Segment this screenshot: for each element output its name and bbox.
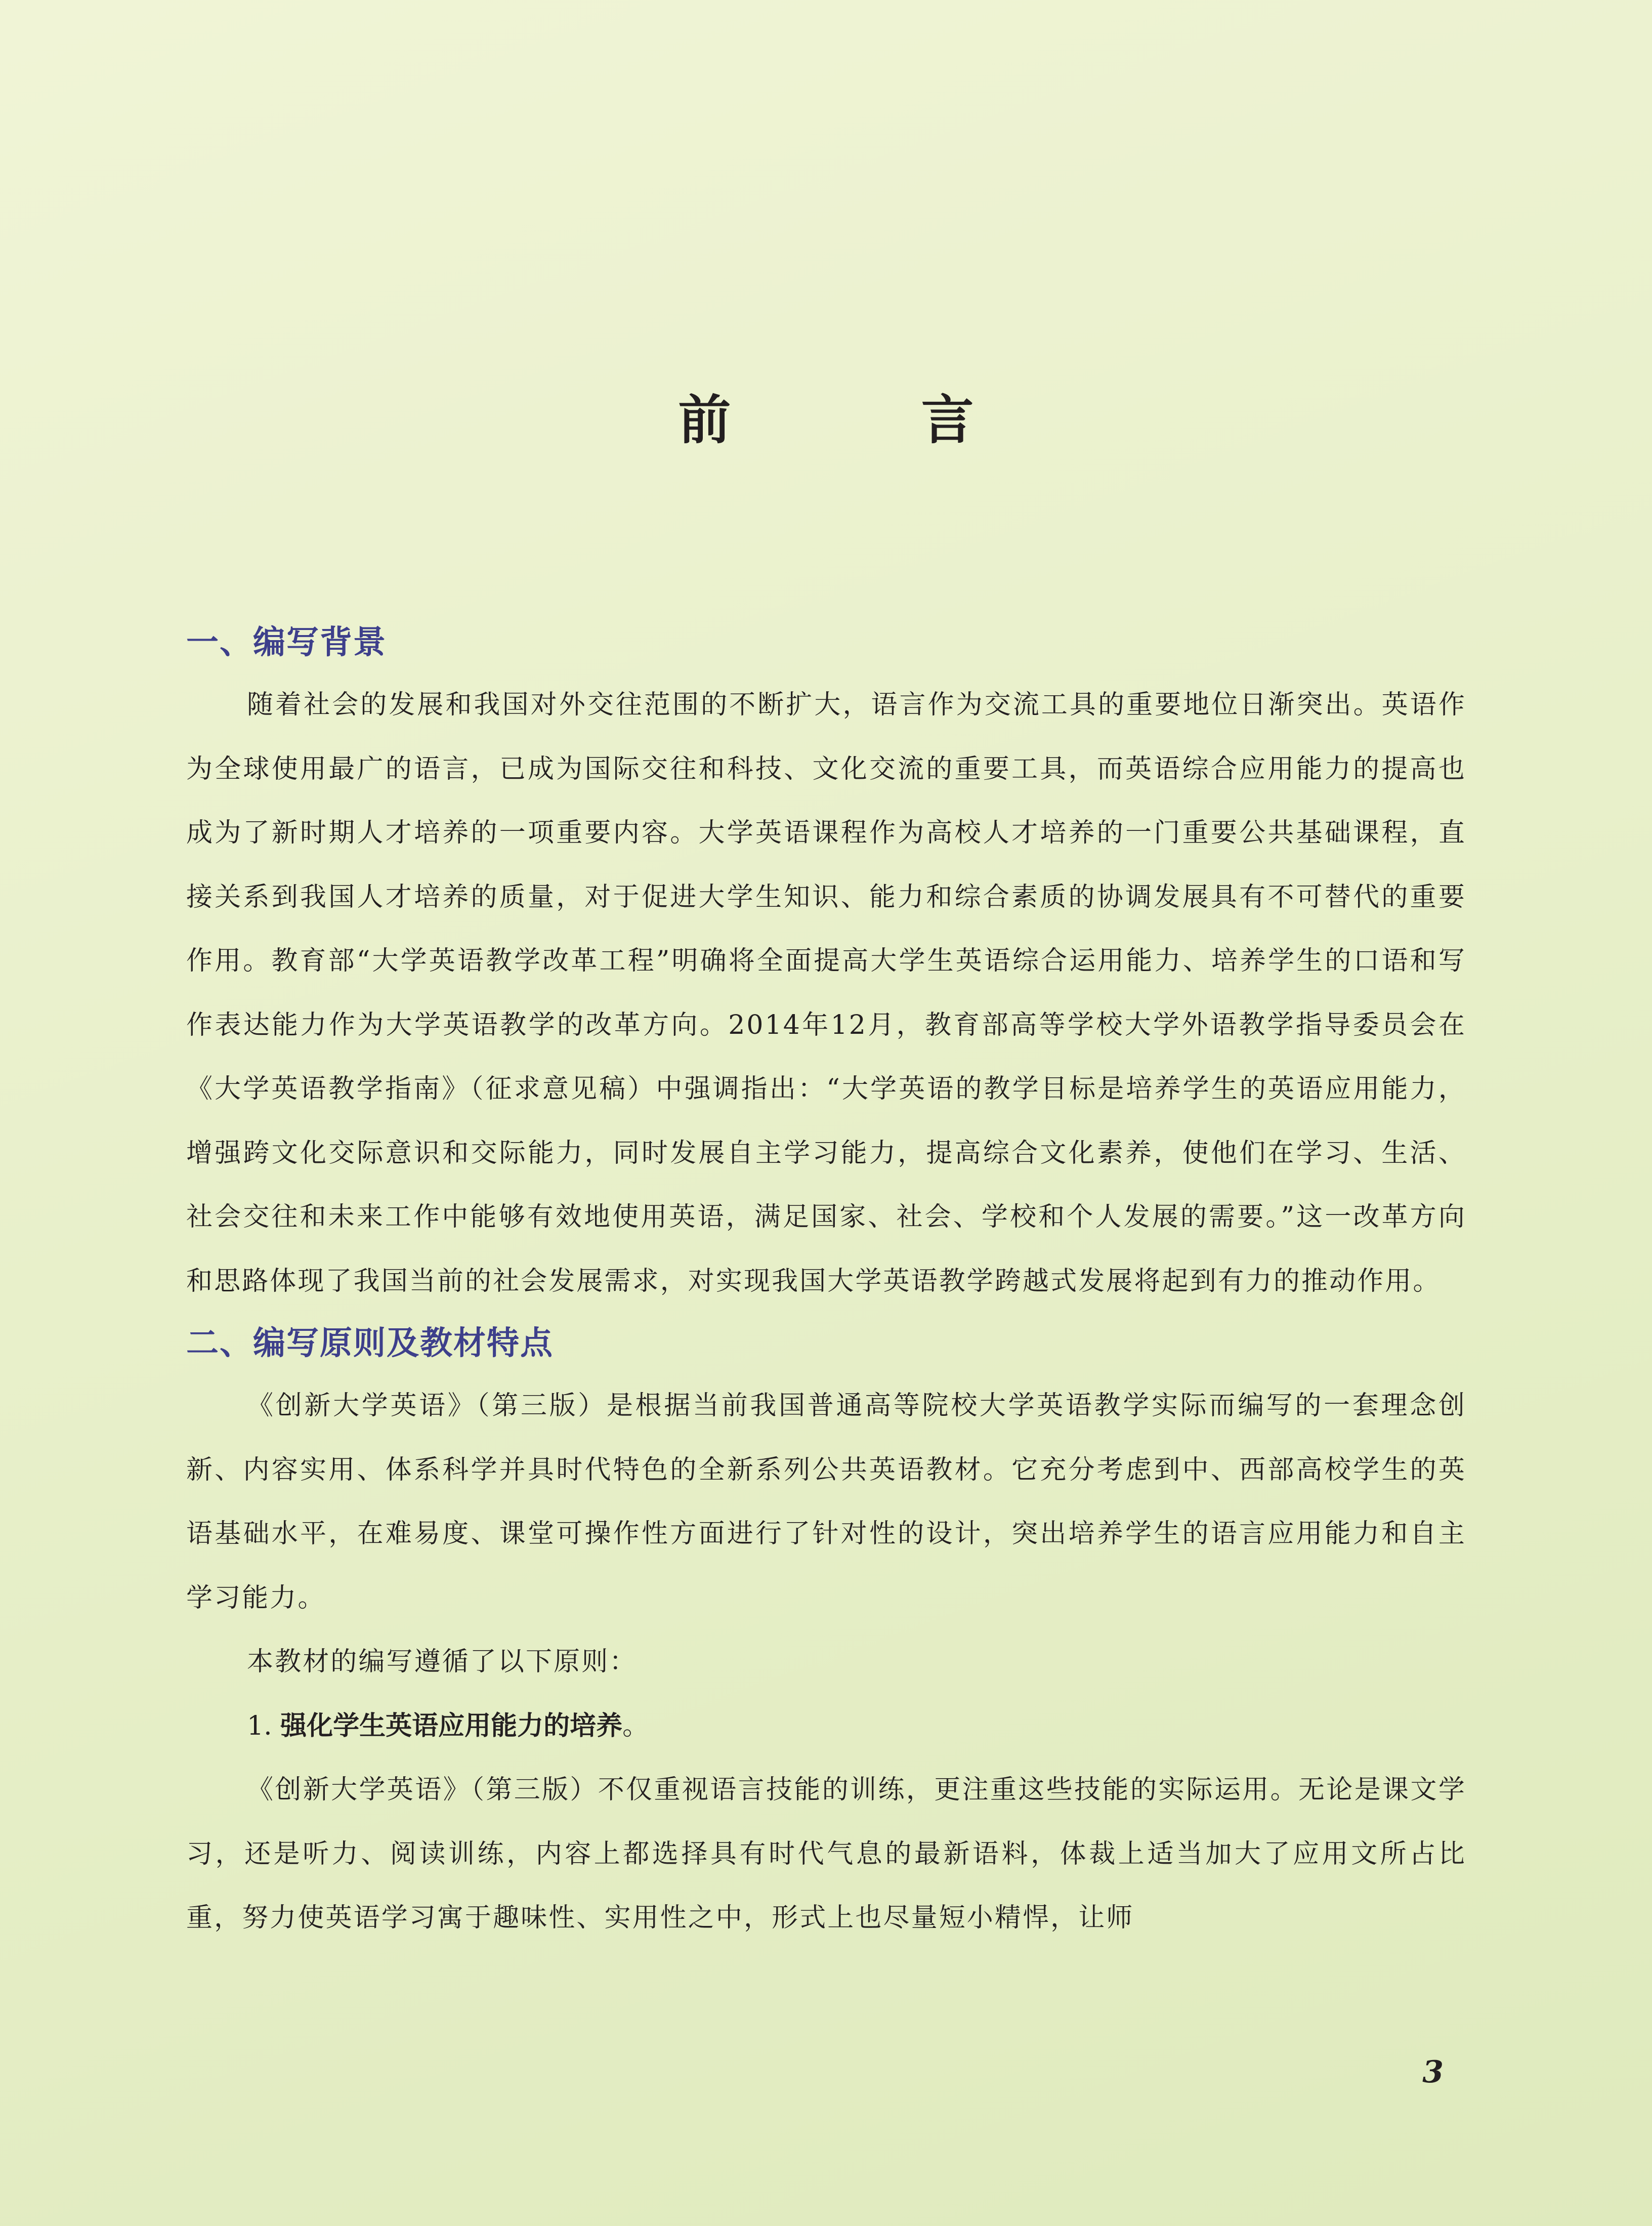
paragraph-background: 随着社会的发展和我国对外交往范围的不断扩大，语言作为交流工具的重要地位日渐突出。英语作为全球使用最广的语言，已成为国际交往和科技、文化交流的重要工具，而英语综合应用能力的提高也成为了新时期人才培养的一项重要内容。大学英语课程作为高校人才培养的一门重要公共基础课程，直接关系到我国人才培养的质量，对于促进大学生知识、能力和综合素质的协调发展具有不可替代的重要作用。教育部“大学英语教学改革工程”明确将全面提高大学生英语综合运用能力、培养学生的口语和写作表达能力作为大学英语教学的改革方向。2014年12月，教育部高等学校大学外语教学指导委员会在《大学英语教学指南》（征求意见稿）中强调指出：“大学英语的教学目标是培养学生的英语应用能力，增强跨文化交际意识和交际能力，同时发展自主学习能力，提高综合文化素养，使他们在学习、生活、社会交往和未来工作中能够有效地使用英语，满足国家、社会、学校和个人发展的需要。”这一改革方向和思路体现了我国当前的社会发展需求，对实现我国大学英语教学跨越式发展将起到有力的推动作用。 bbox=[186, 690, 1466, 1296]
numbered-item-end: 。 bbox=[622, 1710, 649, 1741]
section-heading-principles: 二、编写原则及教材特点 bbox=[186, 1325, 554, 1362]
page-title: 前 言 bbox=[678, 389, 1060, 451]
paragraph-principles-list-intro: 本教材的编写遵循了以下原则： bbox=[247, 1647, 638, 1677]
page-number: 3 bbox=[1422, 2054, 1444, 2090]
numbered-item-text: 强化学生英语应用能力的培养 bbox=[280, 1710, 623, 1741]
numbered-item-1 bbox=[186, 1694, 1466, 1758]
paragraph-application: 《创新大学英语》（第三版）不仅重视语言技能的训练，更注重这些技能的实际运用。无论是课文学习，还是听力、阅读训练，内容上都选择具有时代气息的最新语料，体裁上适当加大了应用文所占比重，努力使英语学习寓于趣味性、实用性之中，形式上也尽量短小精悍，让师 bbox=[186, 1775, 1466, 1933]
paragraph-principles-intro: 《创新大学英语》（第三版）是根据当前我国普通高等院校大学英语教学实际而编写的一套理念创新、内容实用、体系科学并具时代特色的全新系列公共英语教材。它充分考虑到中、西部高校学生的英语基础水平，在难易度、课堂可操作性方面进行了针对性的设计，突出培养学生的语言应用能力和自主学习能力。 bbox=[186, 1391, 1466, 1613]
body-text bbox=[186, 612, 1466, 1950]
numbered-item-number: 1. bbox=[247, 1710, 272, 1741]
section-heading-background: 一、编写背景 bbox=[186, 624, 387, 661]
